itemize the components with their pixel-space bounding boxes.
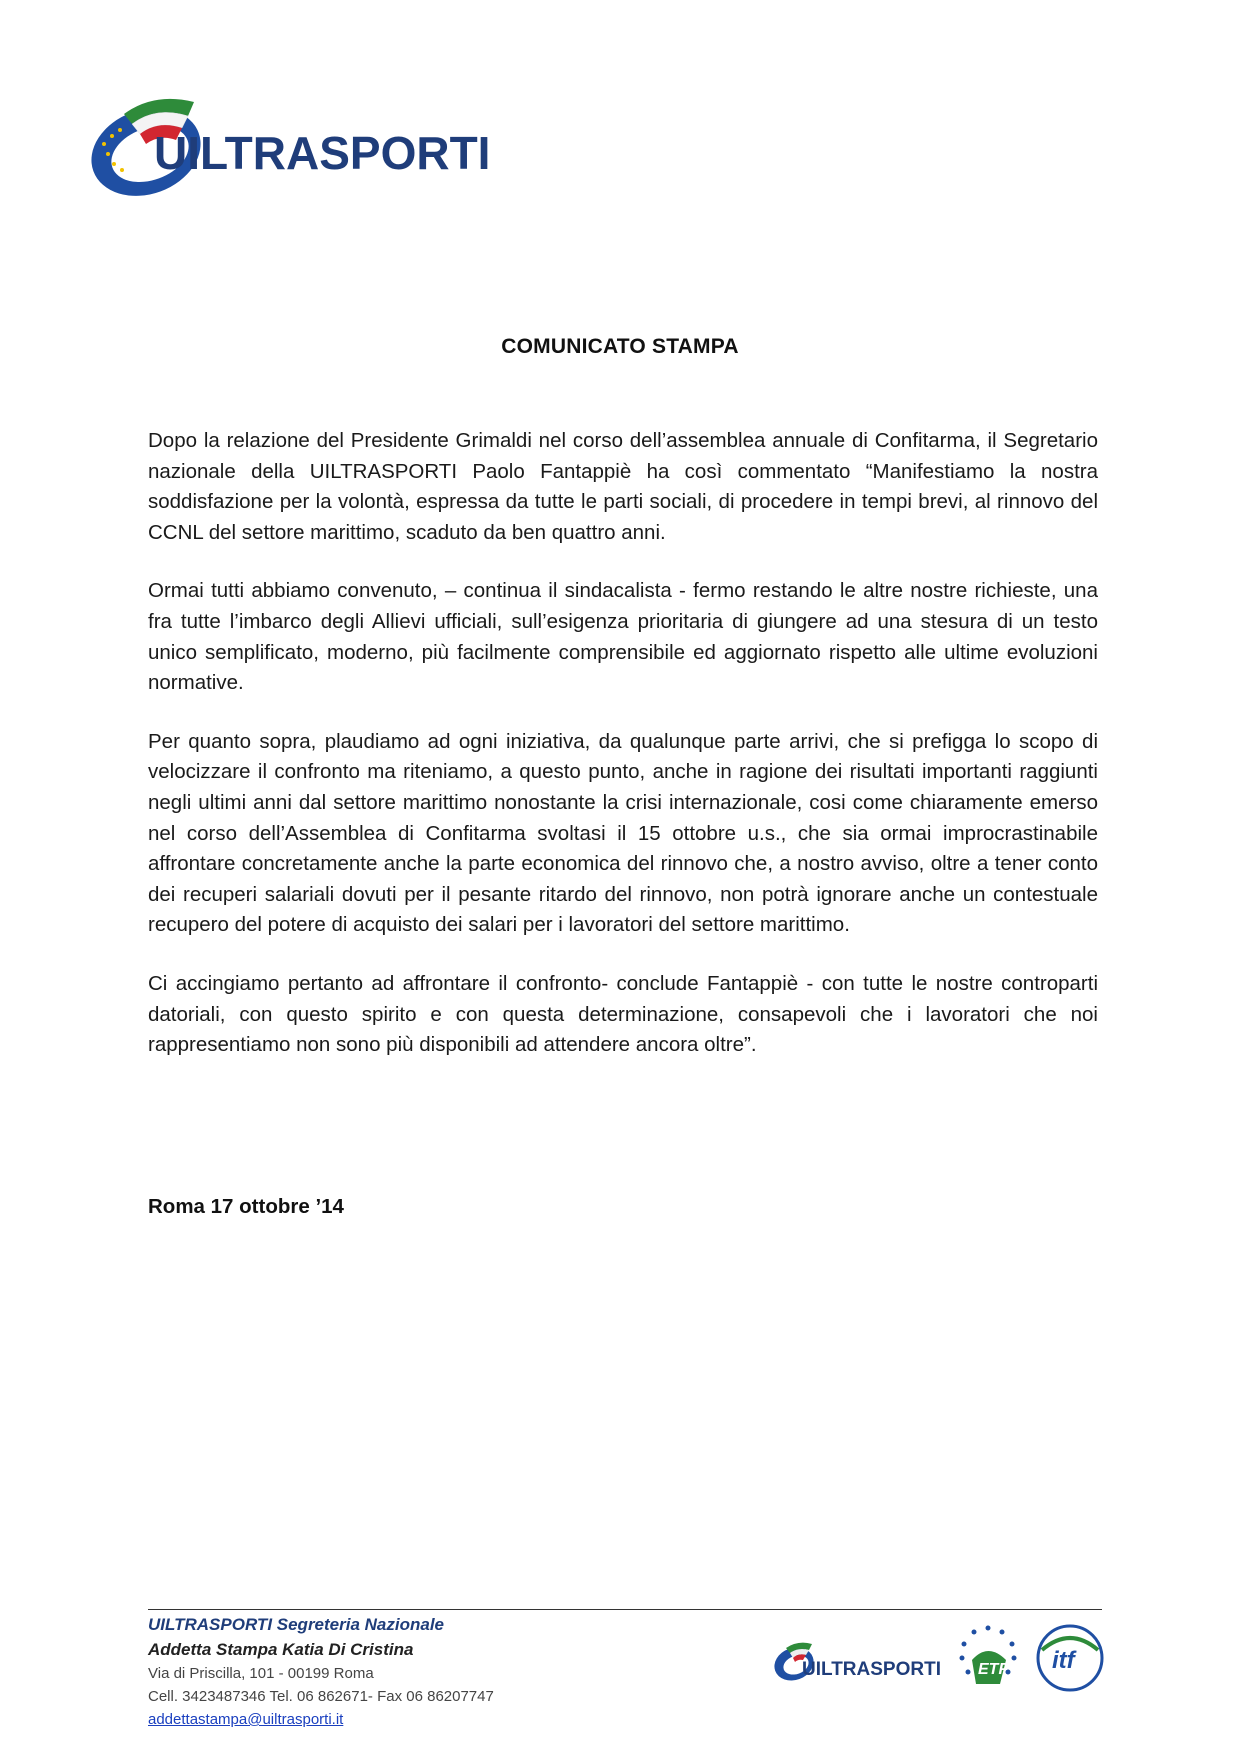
footer-press-officer: Addetta Stampa Katia Di Cristina (148, 1640, 414, 1659)
footer-logos (772, 1620, 1112, 1700)
svg-text:UILTRASPORTI: UILTRASPORTI (802, 1659, 941, 1680)
svg-text:ETF: ETF (978, 1661, 1009, 1678)
paragraph-1: Dopo la relazione del Presidente Grimaldi nel corso dell’assemblea annuale di Confitarma, il Segretario nazionale della UILTRASPORTI Paolo Fantappiè ha così commentato “Manifestiamo la nostra soddisfazione per la volontà, espressa da tutte le parti sociali, di procedere in tempi brevi, al rinnovo del CCNL del settore marittimo, scaduto da ben quattro anni. (148, 429, 1098, 544)
paragraph-4: Ci accingiamo pertanto ad affrontare il confronto- conclude Fantappiè - con tutte le nostre controparti datoriali, con questo spirito e con questa determinazione, consapevoli che i lavoratori che noi rappresentiamo non sono più disponibili ad attendere ancora oltre”. (148, 971, 1098, 1057)
etf-logo (956, 1622, 1020, 1692)
footer-contact (148, 1612, 708, 1731)
paragraph-2: Ormai tutti abbiamo convenuto, – continua il sindacalista - fermo restando le altre nostre richieste, una fra tutte l’imbarco degli Allievi ufficiali, sull’esigenza prioritaria di giungere ad una stesura di un testo unico semplificato, moderno, più facilmente comprensibile ed aggiornato rispetto alle ultime evoluzioni normative. (148, 579, 1098, 695)
footer-org: UILTRASPORTI Segreteria Nazionale (148, 1615, 444, 1634)
document-date: Roma 17 ottobre ’14 (148, 1195, 344, 1218)
footer-divider (148, 1609, 1102, 1610)
svg-text:itf: itf (1052, 1647, 1075, 1674)
footer-address: Via di Priscilla, 101 - 00199 Roma (148, 1665, 374, 1682)
uiltrasporti-small-logo (770, 1642, 941, 1686)
itf-logo (1038, 1626, 1102, 1690)
svg-text:UILTRASPORTI: UILTRASPORTI (154, 127, 491, 179)
uiltrasporti-logo (84, 84, 491, 214)
document-body (148, 426, 1098, 1089)
footer-phone: Cell. 3423487346 Tel. 06 862671- Fax 06 86207747 (148, 1688, 494, 1705)
footer-email-link[interactable]: addettastampa@uiltrasporti.it (148, 1711, 344, 1728)
paragraph-3: Per quanto sopra, plaudiamo ad ogni iniziativa, da qualunque parte arrivi, che si prefigga lo scopo di velocizzare il confronto ma riteniamo, a questo punto, anche in ragione dei risultati importanti raggiunti negli ultimi anni dal settore marittimo nonostante la crisi internazionale, cosi come chiaramente emerso nel corso dell’Assemblea di Confitarma svoltasi il 15 ottobre u.s., che sia ormai improcrastinabile affrontare concretamente anche la parte economica del rinnovo che, a nostro avviso, oltre a tener conto dei recuperi salariali dovuti per il pesante ritardo del rinnovo, non potrà ignorare anche un contestuale recupero del potere di acquisto dei salari per i lavoratori del settore marittimo. (148, 729, 1098, 937)
document-title: COMUNICATO STAMPA (501, 335, 739, 358)
